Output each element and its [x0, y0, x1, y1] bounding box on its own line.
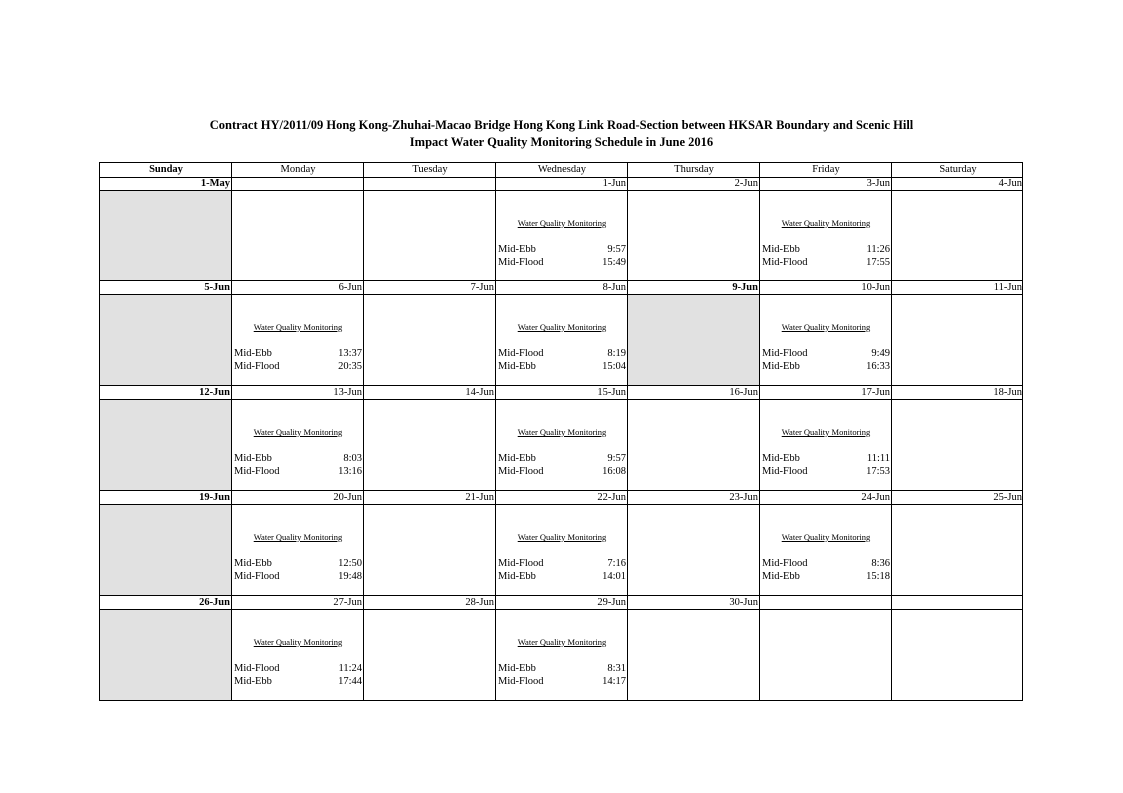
day-date: 2-Jun — [734, 178, 758, 189]
weekday-header-wednesday: Wednesday — [537, 164, 587, 175]
tide-label: Mid-Ebb — [234, 558, 272, 569]
tide-entry — [496, 465, 627, 478]
tide-entry — [496, 570, 627, 583]
day-date: 9-Jun — [732, 282, 758, 293]
tide-time: 13:37 — [338, 348, 362, 359]
tide-label: Mid-Ebb — [234, 453, 272, 464]
non-working-day-shade — [628, 295, 760, 386]
tide-time: 16:33 — [866, 361, 890, 372]
tide-time: 16:08 — [602, 466, 626, 477]
tide-time: 15:18 — [866, 571, 890, 582]
day-date: 7-Jun — [470, 282, 494, 293]
day-date: 22-Jun — [597, 492, 626, 503]
date-row-divider — [100, 190, 1022, 191]
tide-time: 9:57 — [607, 244, 626, 255]
tide-entry — [760, 452, 891, 465]
day-date: 30-Jun — [729, 597, 758, 608]
day-date: 15-Jun — [597, 387, 626, 398]
tide-label: Mid-Flood — [234, 571, 280, 582]
tide-label: Mid-Flood — [762, 348, 808, 359]
tide-entry — [760, 256, 891, 269]
tide-label: Mid-Flood — [762, 257, 808, 268]
day-date: 18-Jun — [993, 387, 1022, 398]
tide-label: Mid-Flood — [498, 676, 544, 687]
day-date: 17-Jun — [861, 387, 890, 398]
tide-time: 9:49 — [871, 348, 890, 359]
day-date: 20-Jun — [333, 492, 362, 503]
day-date: 12-Jun — [199, 387, 230, 398]
monitoring-label: Water Quality Monitoring — [253, 427, 343, 437]
tide-entry — [232, 347, 363, 360]
day-date: 23-Jun — [729, 492, 758, 503]
non-working-day-shade — [100, 505, 232, 596]
date-row-divider — [100, 399, 1022, 400]
monitoring-label: Water Quality Monitoring — [253, 532, 343, 542]
tide-time: 17:55 — [866, 257, 890, 268]
tide-time: 14:01 — [602, 571, 626, 582]
day-date: 1-Jun — [602, 178, 626, 189]
tide-time: 15:04 — [602, 361, 626, 372]
day-date: 1-May — [200, 178, 230, 189]
tide-label: Mid-Ebb — [762, 453, 800, 464]
weekday-header-saturday: Saturday — [939, 164, 977, 175]
tide-entry — [232, 360, 363, 373]
non-working-day-shade — [100, 610, 232, 700]
day-date: 4-Jun — [998, 178, 1022, 189]
tide-entry — [496, 360, 627, 373]
tide-label: Mid-Flood — [234, 663, 280, 674]
monitoring-label: Water Quality Monitoring — [517, 427, 607, 437]
tide-label: Mid-Ebb — [234, 676, 272, 687]
tide-entry — [496, 243, 627, 256]
tide-time: 8:36 — [871, 558, 890, 569]
non-working-day-shade — [100, 191, 232, 281]
monitoring-label: Water Quality Monitoring — [781, 532, 871, 542]
tide-time: 8:03 — [343, 453, 362, 464]
day-date — [232, 177, 363, 190]
document-title: Contract HY/2011/09 Hong Kong-Zhuhai-Macao Bridge Hong Kong Link Road-Section between HKSAR Boundary and Scenic Hill — [209, 118, 914, 132]
monitoring-label: Water Quality Monitoring — [781, 322, 871, 332]
tide-label: Mid-Flood — [498, 558, 544, 569]
tide-time: 17:53 — [866, 466, 890, 477]
day-date: 8-Jun — [602, 282, 626, 293]
tide-entry — [760, 557, 891, 570]
tide-label: Mid-Flood — [762, 466, 808, 477]
tide-time: 11:26 — [866, 244, 890, 255]
date-row-divider — [100, 609, 1022, 610]
tide-entry — [760, 570, 891, 583]
tide-time: 19:48 — [338, 571, 362, 582]
day-date: 13-Jun — [333, 387, 362, 398]
tide-entry — [496, 662, 627, 675]
tide-entry — [760, 360, 891, 373]
day-date — [892, 596, 1023, 609]
tide-time: 9:57 — [607, 453, 626, 464]
tide-time: 15:49 — [602, 257, 626, 268]
day-date: 6-Jun — [338, 282, 362, 293]
tide-label: Mid-Flood — [234, 361, 280, 372]
day-date: 27-Jun — [333, 597, 362, 608]
weekday-header-monday: Monday — [280, 164, 316, 175]
tide-label: Mid-Flood — [498, 466, 544, 477]
day-date: 26-Jun — [199, 597, 230, 608]
tide-entry — [496, 452, 627, 465]
day-date: 16-Jun — [729, 387, 758, 398]
tide-label: Mid-Flood — [762, 558, 808, 569]
tide-label: Mid-Ebb — [498, 361, 536, 372]
tide-label: Mid-Ebb — [762, 244, 800, 255]
tide-entry — [760, 465, 891, 478]
monitoring-label: Water Quality Monitoring — [253, 322, 343, 332]
day-date: 29-Jun — [597, 597, 626, 608]
date-row-divider — [100, 294, 1022, 295]
tide-entry — [496, 557, 627, 570]
day-date: 14-Jun — [465, 387, 494, 398]
tide-time: 20:35 — [338, 361, 362, 372]
day-date: 21-Jun — [465, 492, 494, 503]
tide-label: Mid-Flood — [234, 466, 280, 477]
tide-entry — [232, 465, 363, 478]
tide-entry — [232, 570, 363, 583]
tide-entry — [760, 243, 891, 256]
tide-label: Mid-Flood — [498, 257, 544, 268]
day-date: 10-Jun — [861, 282, 890, 293]
tide-label: Mid-Ebb — [498, 663, 536, 674]
day-date: 19-Jun — [199, 492, 230, 503]
monitoring-label: Water Quality Monitoring — [781, 218, 871, 228]
tide-entry — [232, 675, 363, 688]
tide-label: Mid-Ebb — [498, 453, 536, 464]
monitoring-label: Water Quality Monitoring — [517, 532, 607, 542]
tide-entry — [496, 675, 627, 688]
day-date — [760, 596, 891, 609]
monitoring-label: Water Quality Monitoring — [253, 637, 343, 647]
tide-time: 17:44 — [338, 676, 362, 687]
day-date: 5-Jun — [204, 282, 230, 293]
tide-entry — [232, 452, 363, 465]
tide-entry — [496, 256, 627, 269]
day-date: 28-Jun — [465, 597, 494, 608]
tide-label: Mid-Ebb — [762, 361, 800, 372]
tide-time: 14:17 — [602, 676, 626, 687]
tide-entry — [760, 347, 891, 360]
monitoring-label: Water Quality Monitoring — [517, 322, 607, 332]
weekday-header-sunday: Sunday — [149, 164, 183, 175]
document-subtitle: Impact Water Quality Monitoring Schedule in June 2016 — [409, 135, 714, 149]
weekday-header-tuesday: Tuesday — [412, 164, 448, 175]
day-date — [364, 177, 495, 190]
monitoring-label: Water Quality Monitoring — [517, 637, 607, 647]
tide-entry — [232, 662, 363, 675]
monitoring-label: Water Quality Monitoring — [781, 427, 871, 437]
tide-label: Mid-Flood — [498, 348, 544, 359]
tide-label: Mid-Ebb — [762, 571, 800, 582]
tide-entry — [232, 557, 363, 570]
tide-time: 11:11 — [866, 453, 890, 464]
tide-time: 12:50 — [338, 558, 362, 569]
tide-time: 8:19 — [607, 348, 626, 359]
day-date: 3-Jun — [866, 178, 890, 189]
tide-time: 8:31 — [607, 663, 626, 674]
tide-label: Mid-Ebb — [234, 348, 272, 359]
tide-label: Mid-Ebb — [498, 571, 536, 582]
tide-label: Mid-Ebb — [498, 244, 536, 255]
weekday-header-thursday: Thursday — [674, 164, 714, 175]
weekday-header — [100, 163, 1022, 178]
weekday-header-friday: Friday — [812, 164, 840, 175]
day-date: 24-Jun — [861, 492, 890, 503]
calendar-grid — [99, 162, 1023, 701]
tide-time: 7:16 — [607, 558, 626, 569]
tide-time: 11:24 — [338, 663, 362, 674]
day-date: 11-Jun — [993, 282, 1022, 293]
non-working-day-shade — [100, 400, 232, 491]
day-date: 25-Jun — [993, 492, 1022, 503]
tide-entry — [496, 347, 627, 360]
tide-time: 13:16 — [338, 466, 362, 477]
non-working-day-shade — [100, 295, 232, 386]
date-row-divider — [100, 504, 1022, 505]
monitoring-label: Water Quality Monitoring — [517, 218, 607, 228]
